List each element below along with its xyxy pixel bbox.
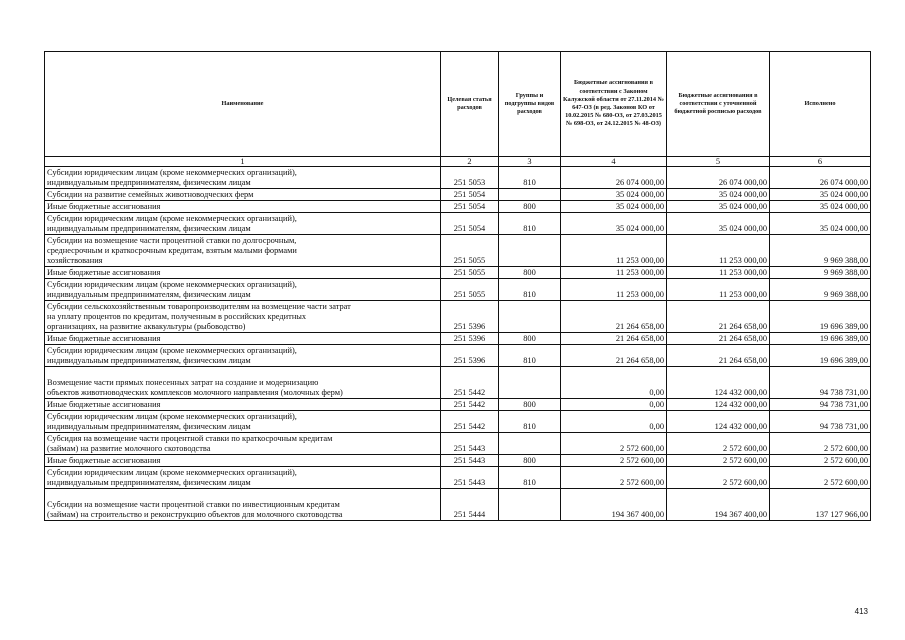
row-group-code: 800 <box>499 201 561 213</box>
row-refined-amount: 124 432 000,00 <box>667 367 770 399</box>
row-name <box>45 235 441 267</box>
row-executed-amount: 9 969 388,00 <box>770 279 871 301</box>
row-target-code: 251 5055 <box>441 235 499 267</box>
row-refined-amount: 21 264 658,00 <box>667 301 770 333</box>
row-executed-amount: 2 572 600,00 <box>770 467 871 489</box>
row-target-code: 251 5443 <box>441 433 499 455</box>
row-name-line: индивидуальным предпринимателям, физическим лицам <box>47 478 251 487</box>
table-row <box>45 235 871 267</box>
row-group-code <box>499 189 561 201</box>
table-row <box>45 201 871 213</box>
row-group-code: 800 <box>499 267 561 279</box>
budget-table <box>44 51 871 521</box>
row-group-code: 810 <box>499 411 561 433</box>
table-row <box>45 279 871 301</box>
row-name <box>45 267 441 279</box>
row-name <box>45 367 441 399</box>
row-law-amount: 35 024 000,00 <box>561 189 667 201</box>
row-name-line: организациях, на развитие аквакультуры (рыбоводство) <box>47 322 246 331</box>
row-name-line: (займам) на строительство и реконструкцию объектов для молочного скотоводства <box>47 510 343 519</box>
row-name <box>45 489 441 521</box>
row-law-amount: 2 572 600,00 <box>561 455 667 467</box>
row-name-line: Субсидии сельскохозяйственным товаропроизводителям на возмещение части затрат <box>47 302 351 311</box>
row-executed-amount: 2 572 600,00 <box>770 455 871 467</box>
row-refined-amount: 21 264 658,00 <box>667 333 770 345</box>
row-executed-amount: 26 074 000,00 <box>770 167 871 189</box>
row-name-line: хозяйствования <box>47 256 103 265</box>
row-name-line: индивидуальным предпринимателям, физическим лицам <box>47 224 251 233</box>
table-row <box>45 213 871 235</box>
row-name-line: индивидуальным предпринимателям, физическим лицам <box>47 422 251 431</box>
row-name <box>45 167 441 189</box>
row-refined-amount: 2 572 600,00 <box>667 455 770 467</box>
row-target-code: 251 5055 <box>441 279 499 301</box>
row-group-code <box>499 367 561 399</box>
row-law-amount: 11 253 000,00 <box>561 279 667 301</box>
table-row <box>45 455 871 467</box>
row-group-code <box>499 301 561 333</box>
row-name <box>45 399 441 411</box>
row-name-line: Субсидии на возмещение части процентной ставки по инвестиционным кредитам <box>47 500 340 509</box>
row-law-amount: 11 253 000,00 <box>561 267 667 279</box>
row-name <box>45 433 441 455</box>
row-name-line: Субсидии юридическим лицам (кроме некоммерческих организаций), <box>47 412 297 421</box>
row-group-code <box>499 489 561 521</box>
row-refined-amount: 124 432 000,00 <box>667 411 770 433</box>
row-target-code: 251 5442 <box>441 411 499 433</box>
col-number: 3 <box>499 157 561 167</box>
row-law-amount: 2 572 600,00 <box>561 467 667 489</box>
row-name <box>45 201 441 213</box>
row-refined-amount: 11 253 000,00 <box>667 267 770 279</box>
row-name-line: (займам) на развитие молочного скотоводства <box>47 444 211 453</box>
row-target-code: 251 5396 <box>441 301 499 333</box>
row-refined-amount: 11 253 000,00 <box>667 235 770 267</box>
table-row <box>45 467 871 489</box>
col-header-refined: Бюджетные ассигнования в соответствии с уточненной бюджетной росписью расходов <box>667 52 770 157</box>
col-number: 1 <box>45 157 441 167</box>
row-name-line: объектов животноводческих комплексов молочного направления (молочных ферм) <box>47 388 343 397</box>
col-header-target: Целевая статья расходов <box>441 52 499 157</box>
row-target-code: 251 5054 <box>441 213 499 235</box>
row-group-code <box>499 433 561 455</box>
col-number: 5 <box>667 157 770 167</box>
row-executed-amount: 2 572 600,00 <box>770 433 871 455</box>
row-executed-amount: 94 738 731,00 <box>770 367 871 399</box>
table-row <box>45 367 871 399</box>
row-group-code: 800 <box>499 333 561 345</box>
row-group-code <box>499 235 561 267</box>
row-target-code: 251 5054 <box>441 189 499 201</box>
row-name <box>45 467 441 489</box>
row-name-line: Иные бюджетные ассигнования <box>47 202 161 211</box>
column-number-row <box>45 157 871 167</box>
col-header-executed: Исполнено <box>770 52 871 157</box>
col-number: 6 <box>770 157 871 167</box>
row-refined-amount: 21 264 658,00 <box>667 345 770 367</box>
row-target-code: 251 5054 <box>441 201 499 213</box>
row-law-amount: 21 264 658,00 <box>561 333 667 345</box>
row-target-code: 251 5442 <box>441 367 499 399</box>
row-name-line: Субсидии юридическим лицам (кроме некоммерческих организаций), <box>47 168 297 177</box>
row-executed-amount: 137 127 966,00 <box>770 489 871 521</box>
row-refined-amount: 35 024 000,00 <box>667 201 770 213</box>
row-name <box>45 455 441 467</box>
row-law-amount: 194 367 400,00 <box>561 489 667 521</box>
row-refined-amount: 26 074 000,00 <box>667 167 770 189</box>
row-name-line: Иные бюджетные ассигнования <box>47 268 161 277</box>
row-executed-amount: 94 738 731,00 <box>770 399 871 411</box>
row-executed-amount: 35 024 000,00 <box>770 189 871 201</box>
col-header-law: Бюджетные ассигнования в соответствии с Законом Калужской области от 27.11.2014 № 647-ОЗ (в ред. Законов КО от 10.02.2015 № 680-ОЗ, от 27.03.2015 № 698-ОЗ, от 24.12.2015 № 48-ОЗ) <box>561 52 667 157</box>
row-executed-amount: 19 696 389,00 <box>770 333 871 345</box>
row-group-code: 810 <box>499 213 561 235</box>
row-name <box>45 411 441 433</box>
row-refined-amount: 194 367 400,00 <box>667 489 770 521</box>
row-name-line: индивидуальным предпринимателям, физическим лицам <box>47 290 251 299</box>
row-target-code: 251 5444 <box>441 489 499 521</box>
row-group-code: 800 <box>499 455 561 467</box>
row-name-line: Иные бюджетные ассигнования <box>47 334 161 343</box>
row-group-code: 810 <box>499 345 561 367</box>
row-name-line: Субсидии юридическим лицам (кроме некоммерческих организаций), <box>47 280 297 289</box>
row-name-line: Субсидии юридическим лицам (кроме некоммерческих организаций), <box>47 468 297 477</box>
page-number: 413 <box>854 607 868 616</box>
row-target-code: 251 5055 <box>441 267 499 279</box>
row-executed-amount: 9 969 388,00 <box>770 267 871 279</box>
row-name-line: Субсидии на возмещение части процентной ставки по долгосрочным, <box>47 236 297 245</box>
row-name <box>45 301 441 333</box>
table-row <box>45 267 871 279</box>
row-name-line: индивидуальным предпринимателям, физическим лицам <box>47 178 251 187</box>
row-name-line: среднесрочным и краткосрочным кредитам, взятым малыми формами <box>47 246 297 255</box>
row-name-line: Субсидии на развитие семейных животноводческих ферм <box>47 190 254 199</box>
row-name-line: Возмещение части прямых понесенных затрат на создание и модернизацию <box>47 378 319 387</box>
table-row <box>45 411 871 433</box>
row-law-amount: 21 264 658,00 <box>561 301 667 333</box>
row-name <box>45 213 441 235</box>
row-executed-amount: 9 969 388,00 <box>770 235 871 267</box>
row-refined-amount: 35 024 000,00 <box>667 213 770 235</box>
row-target-code: 251 5442 <box>441 399 499 411</box>
row-name-line: Субсидии юридическим лицам (кроме некоммерческих организаций), <box>47 214 297 223</box>
col-number: 2 <box>441 157 499 167</box>
row-name-line: Субсидии юридическим лицам (кроме некоммерческих организаций), <box>47 346 297 355</box>
row-name-line: на уплату процентов по кредитам, полученным в российских кредитных <box>47 312 307 321</box>
row-target-code: 251 5443 <box>441 467 499 489</box>
row-law-amount: 35 024 000,00 <box>561 213 667 235</box>
row-name-line: индивидуальным предпринимателям, физическим лицам <box>47 356 251 365</box>
col-number: 4 <box>561 157 667 167</box>
table-row <box>45 345 871 367</box>
row-refined-amount: 2 572 600,00 <box>667 467 770 489</box>
row-executed-amount: 35 024 000,00 <box>770 213 871 235</box>
table-row <box>45 433 871 455</box>
row-target-code: 251 5396 <box>441 333 499 345</box>
row-group-code: 810 <box>499 279 561 301</box>
row-name-line: Субсидия на возмещение части процентной ставки по краткосрочным кредитам <box>47 434 333 443</box>
table-row <box>45 189 871 201</box>
table-row <box>45 167 871 189</box>
table-row <box>45 333 871 345</box>
row-refined-amount: 35 024 000,00 <box>667 189 770 201</box>
row-group-code: 810 <box>499 167 561 189</box>
table-row <box>45 489 871 521</box>
row-name <box>45 189 441 201</box>
row-law-amount: 0,00 <box>561 367 667 399</box>
table-body <box>45 167 871 521</box>
row-law-amount: 0,00 <box>561 399 667 411</box>
header-row <box>45 52 871 157</box>
row-refined-amount: 2 572 600,00 <box>667 433 770 455</box>
col-header-groups: Группы и подгруппы видов расходов <box>499 52 561 157</box>
table-row <box>45 399 871 411</box>
row-law-amount: 21 264 658,00 <box>561 345 667 367</box>
row-name <box>45 279 441 301</box>
row-law-amount: 2 572 600,00 <box>561 433 667 455</box>
row-law-amount: 26 074 000,00 <box>561 167 667 189</box>
row-refined-amount: 11 253 000,00 <box>667 279 770 301</box>
row-group-code: 800 <box>499 399 561 411</box>
col-header-name: Наименование <box>45 52 441 157</box>
row-law-amount: 35 024 000,00 <box>561 201 667 213</box>
row-law-amount: 0,00 <box>561 411 667 433</box>
row-target-code: 251 5396 <box>441 345 499 367</box>
row-name-line: Иные бюджетные ассигнования <box>47 456 161 465</box>
row-target-code: 251 5443 <box>441 455 499 467</box>
row-refined-amount: 124 432 000,00 <box>667 399 770 411</box>
row-name <box>45 333 441 345</box>
row-name <box>45 345 441 367</box>
table-row <box>45 301 871 333</box>
row-target-code: 251 5053 <box>441 167 499 189</box>
row-executed-amount: 35 024 000,00 <box>770 201 871 213</box>
row-executed-amount: 19 696 389,00 <box>770 345 871 367</box>
row-executed-amount: 19 696 389,00 <box>770 301 871 333</box>
row-name-line: Иные бюджетные ассигнования <box>47 400 161 409</box>
row-group-code: 810 <box>499 467 561 489</box>
row-executed-amount: 94 738 731,00 <box>770 411 871 433</box>
row-law-amount: 11 253 000,00 <box>561 235 667 267</box>
